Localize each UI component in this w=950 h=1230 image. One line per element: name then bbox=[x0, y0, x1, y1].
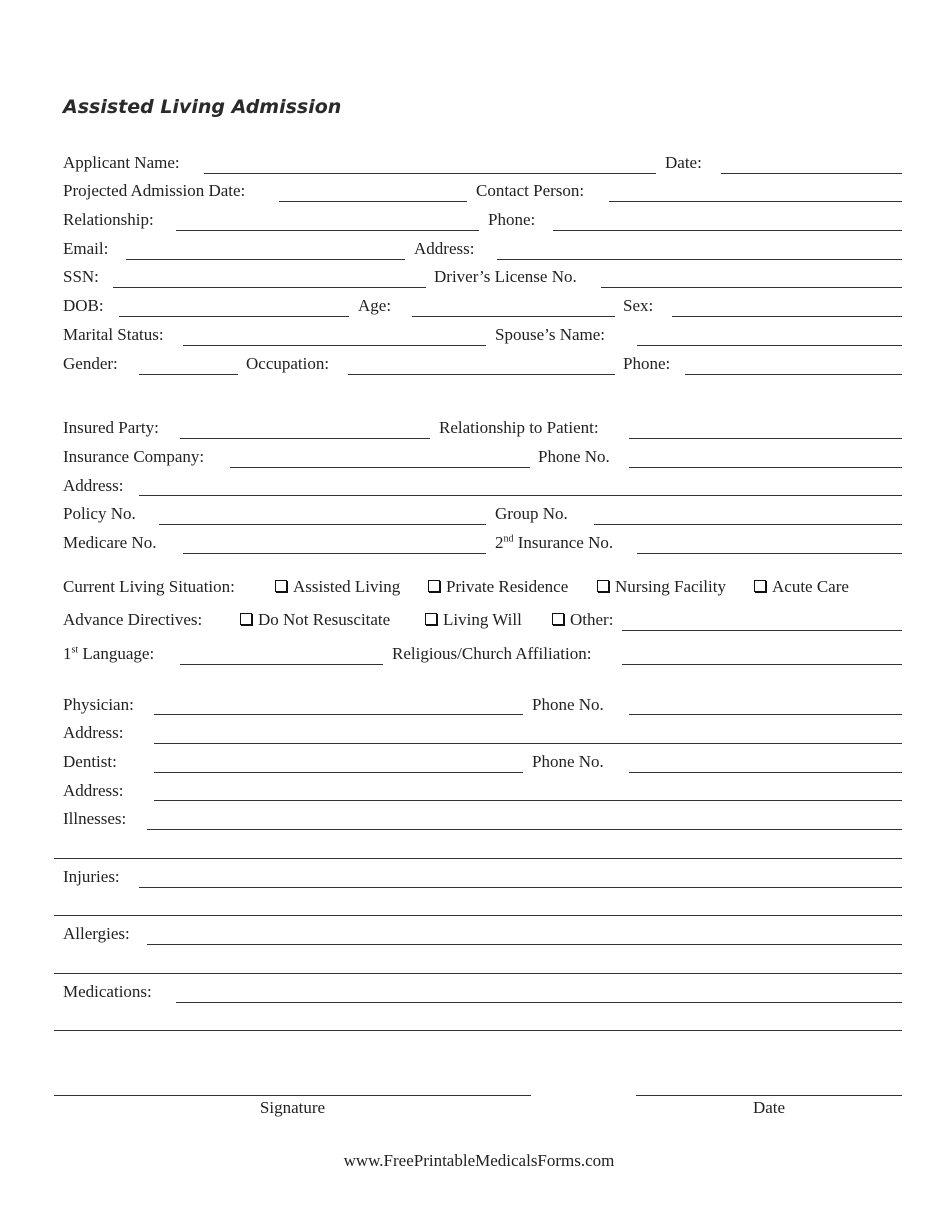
injuries-field-line2[interactable] bbox=[54, 915, 902, 916]
illnesses-field-line2[interactable] bbox=[54, 858, 902, 859]
signature-date-label: Date bbox=[752, 1098, 786, 1117]
spouse-name-label: Spouse’s Name: bbox=[495, 325, 606, 344]
policy-no-field[interactable] bbox=[159, 524, 486, 525]
projected-admission-date-label: Projected Admission Date: bbox=[63, 181, 246, 200]
religious-affiliation-label: Religious/Church Affiliation: bbox=[392, 644, 592, 663]
phone2-field[interactable] bbox=[685, 374, 902, 375]
relationship-to-patient-label: Relationship to Patient: bbox=[439, 418, 599, 437]
allergies-field[interactable] bbox=[147, 944, 902, 945]
insured-party-field[interactable] bbox=[180, 438, 430, 439]
checkbox-icon[interactable] bbox=[428, 580, 440, 592]
signature-label: Signature bbox=[259, 1098, 326, 1117]
medications-label: Medications: bbox=[63, 982, 152, 1001]
second-insurance-label: 2nd Insurance No. bbox=[495, 533, 614, 552]
ssn-field[interactable] bbox=[113, 287, 426, 288]
relationship-to-patient-field[interactable] bbox=[629, 438, 902, 439]
insurance-company-label: Insurance Company: bbox=[63, 447, 205, 466]
medications-field-line2[interactable] bbox=[54, 1030, 902, 1031]
dob-label: DOB: bbox=[63, 296, 104, 315]
address-label: Address: bbox=[414, 239, 475, 258]
insurance-company-field[interactable] bbox=[230, 467, 530, 468]
form-title: Assisted Living Admission bbox=[63, 96, 342, 118]
physician-address-label: Address: bbox=[63, 723, 124, 742]
checkbox-icon[interactable] bbox=[754, 580, 766, 592]
medications-field[interactable] bbox=[176, 1002, 902, 1003]
dob-field[interactable] bbox=[119, 316, 349, 317]
applicant-name-field[interactable] bbox=[204, 173, 656, 174]
checkbox-icon[interactable] bbox=[240, 613, 252, 625]
contact-person-label: Contact Person: bbox=[476, 181, 585, 200]
checkbox-icon[interactable] bbox=[425, 613, 437, 625]
checkbox-icon[interactable] bbox=[597, 580, 609, 592]
option-acute-care[interactable]: Acute Care bbox=[754, 577, 849, 597]
date-field[interactable] bbox=[721, 173, 902, 174]
physician-phone-label: Phone No. bbox=[532, 695, 604, 714]
medicare-no-label: Medicare No. bbox=[63, 533, 157, 552]
dentist-phone-field[interactable] bbox=[629, 772, 902, 773]
option-private-residence[interactable]: Private Residence bbox=[428, 577, 568, 597]
dentist-address-label: Address: bbox=[63, 781, 124, 800]
other-field[interactable] bbox=[622, 630, 902, 631]
insurance-phone-field[interactable] bbox=[629, 467, 902, 468]
phone2-label: Phone: bbox=[623, 354, 671, 373]
physician-phone-field[interactable] bbox=[629, 714, 902, 715]
physician-field[interactable] bbox=[154, 714, 523, 715]
ssn-label: SSN: bbox=[63, 267, 99, 286]
phone-field[interactable] bbox=[553, 230, 902, 231]
physician-address-field[interactable] bbox=[154, 743, 902, 744]
occupation-label: Occupation: bbox=[246, 354, 330, 373]
medicare-no-field[interactable] bbox=[183, 553, 486, 554]
first-language-field[interactable] bbox=[180, 664, 383, 665]
age-field[interactable] bbox=[412, 316, 615, 317]
phone-label: Phone: bbox=[488, 210, 536, 229]
allergies-label: Allergies: bbox=[63, 924, 130, 943]
injuries-label: Injuries: bbox=[63, 867, 120, 886]
sex-label: Sex: bbox=[623, 296, 654, 315]
group-no-label: Group No. bbox=[495, 504, 568, 523]
dentist-field[interactable] bbox=[154, 772, 523, 773]
physician-label: Physician: bbox=[63, 695, 134, 714]
first-language-label: 1st Language: bbox=[63, 644, 155, 663]
contact-person-field[interactable] bbox=[609, 201, 902, 202]
option-nursing-facility[interactable]: Nursing Facility bbox=[597, 577, 726, 597]
age-label: Age: bbox=[358, 296, 392, 315]
projected-admission-date-field[interactable] bbox=[279, 201, 467, 202]
option-do-not-resuscitate[interactable]: Do Not Resuscitate bbox=[240, 610, 390, 630]
drivers-license-label: Driver’s License No. bbox=[434, 267, 577, 286]
drivers-license-field[interactable] bbox=[601, 287, 902, 288]
policy-no-label: Policy No. bbox=[63, 504, 136, 523]
insurance-phone-label: Phone No. bbox=[538, 447, 610, 466]
relationship-field[interactable] bbox=[176, 230, 479, 231]
signature-field[interactable] bbox=[54, 1095, 531, 1096]
checkbox-icon[interactable] bbox=[552, 613, 564, 625]
footer-website: www.FreePrintableMedicalsForms.com bbox=[343, 1151, 615, 1170]
insured-party-label: Insured Party: bbox=[63, 418, 159, 437]
occupation-field[interactable] bbox=[348, 374, 615, 375]
religious-affiliation-field[interactable] bbox=[622, 664, 902, 665]
gender-field[interactable] bbox=[139, 374, 238, 375]
gender-label: Gender: bbox=[63, 354, 118, 373]
marital-status-field[interactable] bbox=[183, 345, 486, 346]
marital-status-label: Marital Status: bbox=[63, 325, 164, 344]
allergies-field-line2[interactable] bbox=[54, 973, 902, 974]
dentist-phone-label: Phone No. bbox=[532, 752, 604, 771]
relationship-label: Relationship: bbox=[63, 210, 154, 229]
checkbox-icon[interactable] bbox=[275, 580, 287, 592]
second-insurance-field[interactable] bbox=[637, 553, 902, 554]
insurance-address-label: Address: bbox=[63, 476, 124, 495]
spouse-name-field[interactable] bbox=[637, 345, 902, 346]
injuries-field[interactable] bbox=[139, 887, 902, 888]
address-field[interactable] bbox=[497, 259, 902, 260]
group-no-field[interactable] bbox=[594, 524, 902, 525]
option-living-will[interactable]: Living Will bbox=[425, 610, 522, 630]
signature-date-field[interactable] bbox=[636, 1095, 902, 1096]
dentist-address-field[interactable] bbox=[154, 800, 902, 801]
option-assisted-living[interactable]: Assisted Living bbox=[275, 577, 400, 597]
sex-field[interactable] bbox=[672, 316, 902, 317]
applicant-name-label: Applicant Name: bbox=[63, 153, 180, 172]
date-label: Date: bbox=[665, 153, 702, 172]
insurance-address-field[interactable] bbox=[139, 495, 902, 496]
email-label: Email: bbox=[63, 239, 109, 258]
option-other[interactable]: Other: bbox=[552, 610, 613, 630]
advance-directives-label: Advance Directives: bbox=[63, 610, 203, 629]
illnesses-label: Illnesses: bbox=[63, 809, 127, 828]
illnesses-field[interactable] bbox=[147, 829, 902, 830]
email-field[interactable] bbox=[126, 259, 405, 260]
current-living-label: Current Living Situation: bbox=[63, 577, 235, 596]
dentist-label: Dentist: bbox=[63, 752, 117, 771]
